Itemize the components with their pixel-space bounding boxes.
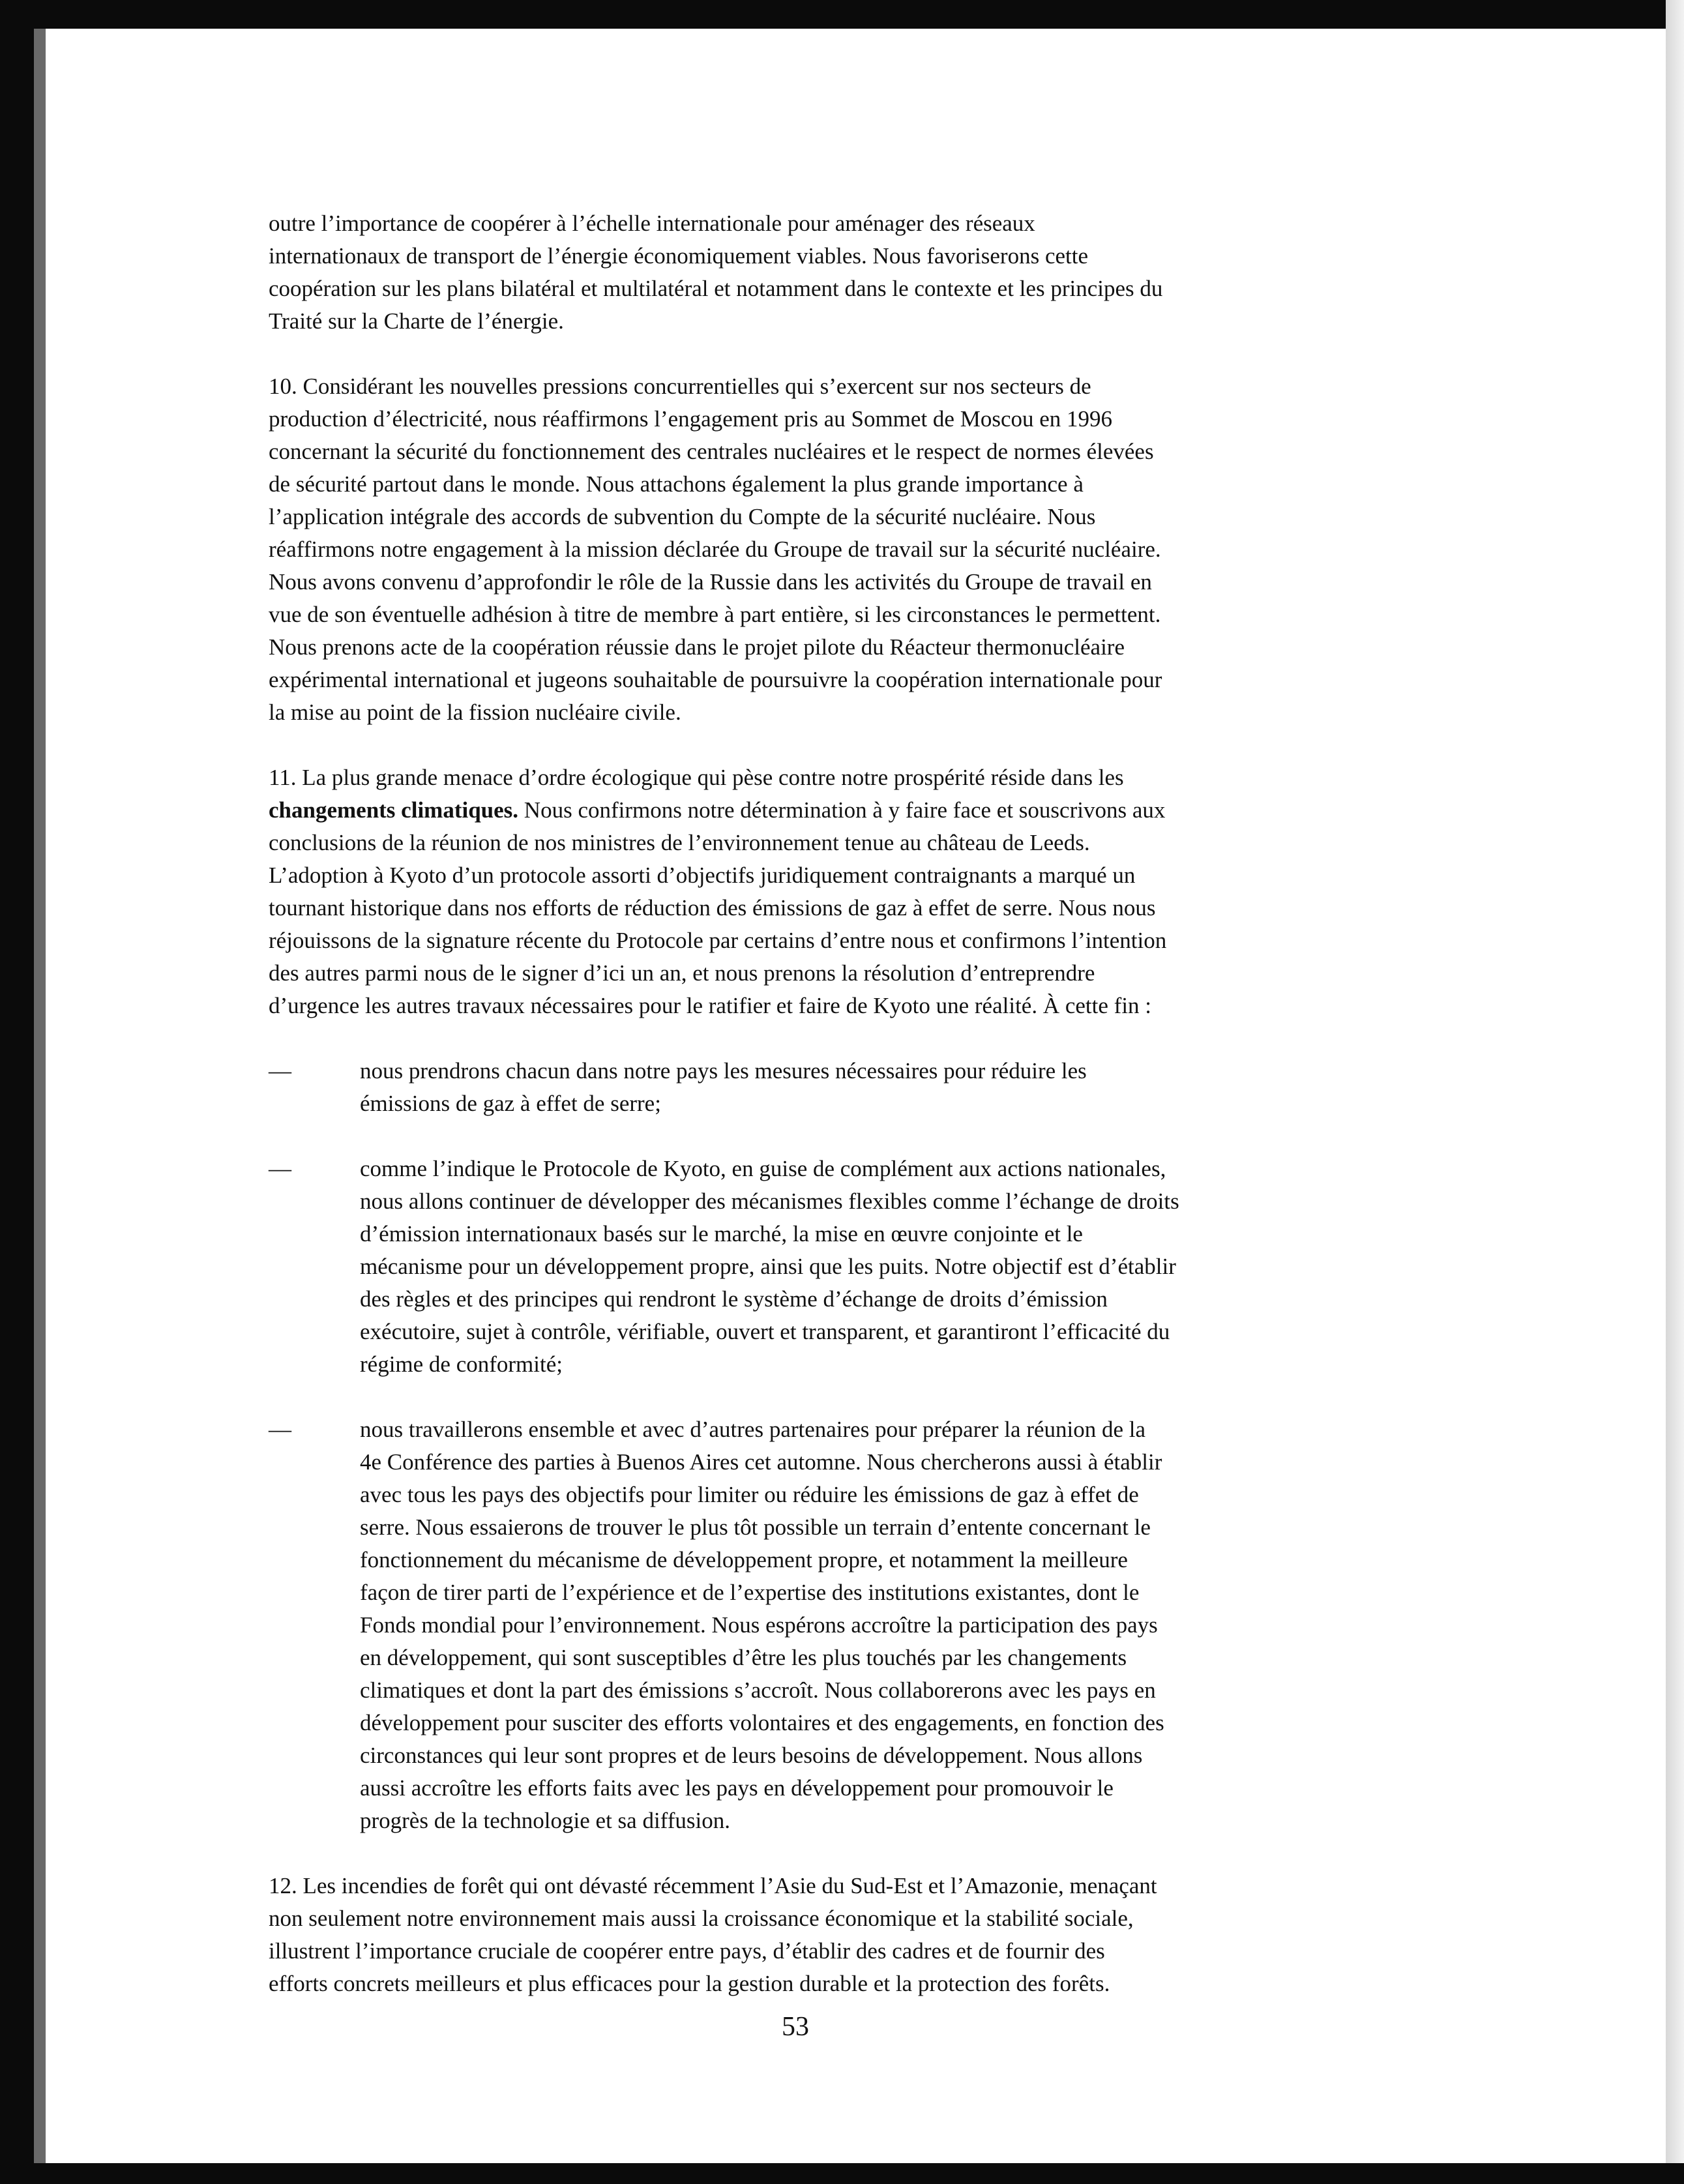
dash-bullet: — xyxy=(269,1156,291,1181)
bold-term: changements climatiques. xyxy=(269,797,519,823)
text-line: 12. Les incendies de forêt qui ont dévasté récemment l’Asie du Sud-Est et l’Amazonie, menaçant xyxy=(269,1873,1157,1898)
scan-border-left xyxy=(0,0,34,2184)
text-line: outre l’importance de coopérer à l’échelle internationale pour aménager des réseaux xyxy=(269,211,1035,236)
text-line: Nous avons convenu d’approfondir le rôle de la Russie dans les activités du Groupe de travail en xyxy=(269,569,1152,595)
paragraph-10 xyxy=(269,370,1338,729)
text-line: efforts concrets meilleurs et plus efficaces pour la gestion durable et la protection des forêts. xyxy=(269,1971,1110,1996)
text-line: 10. Considérant les nouvelles pressions concurrentielles qui s’exercent sur nos secteurs de xyxy=(269,374,1091,399)
scan-border-top xyxy=(0,0,1684,29)
text-line: façon de tirer parti de l’expérience et de l’expertise des institutions existantes, dont le xyxy=(360,1580,1140,1605)
text-line: Nous prenons acte de la coopération réussie dans le projet pilote du Réacteur thermonucléaire xyxy=(269,634,1125,660)
text-line: L’adoption à Kyoto d’un protocole assorti d’objectifs juridiquement contraignants a marqué un xyxy=(269,863,1136,888)
bullet-item-1 xyxy=(269,1055,1338,1120)
dash-bullet: — xyxy=(269,1058,291,1084)
bullet-item-2 xyxy=(269,1153,1338,1381)
text-line: internationaux de transport de l’énergie économiquement viables. Nous favoriserons cette xyxy=(269,243,1088,269)
bullet-item-3 xyxy=(269,1413,1338,1837)
text-line: régime de conformité; xyxy=(360,1351,563,1377)
text-line: coopération sur les plans bilatéral et multilatéral et notamment dans le contexte et les principes du xyxy=(269,276,1163,301)
text-run: Nous confirmons notre détermination à y faire face et souscrivons aux xyxy=(518,797,1166,823)
text-line: fonctionnement du mécanisme de développement propre, et notamment la meilleure xyxy=(360,1547,1128,1572)
text-line: nous prendrons chacun dans notre pays les mesures nécessaires pour réduire les xyxy=(360,1058,1087,1084)
paragraph-continuation xyxy=(269,207,1338,338)
text-line: réaffirmons notre engagement à la mission déclarée du Groupe de travail sur la sécurité nucléaire. xyxy=(269,537,1161,562)
page-number: 53 xyxy=(782,2012,809,2042)
text-line: 11. La plus grande menace d’ordre écologique qui pèse contre notre prospérité réside dans les xyxy=(269,765,1124,790)
text-line: concernant la sécurité du fonctionnement des centrales nucléaires et le respect de normes élevées xyxy=(269,439,1154,464)
text-line: comme l’indique le Protocole de Kyoto, en guise de complément aux actions nationales, xyxy=(360,1156,1166,1181)
text-line: tournant historique dans nos efforts de réduction des émissions de gaz à effet de serre. Nous nous xyxy=(269,895,1156,921)
text-line: vue de son éventuelle adhésion à titre de membre à part entière, si les circonstances le permettent. xyxy=(269,602,1161,627)
text-line: production d’électricité, nous réaffirmons l’engagement pris au Sommet de Moscou en 1996 xyxy=(269,406,1113,432)
page-body xyxy=(269,207,1338,2033)
text-line: avec tous les pays des objectifs pour limiter ou réduire les émissions de gaz à effet de xyxy=(360,1482,1139,1507)
text-line: 4e Conférence des parties à Buenos Aires cet automne. Nous chercherons aussi à établir xyxy=(360,1449,1162,1475)
text-line: d’urgence les autres travaux nécessaires pour le ratifier et faire de Kyoto une réalité. À cette fin : xyxy=(269,993,1152,1018)
text-line: l’application intégrale des accords de subvention du Compte de la sécurité nucléaire. Nous xyxy=(269,504,1096,529)
text-line: expérimental international et jugeons souhaitable de poursuivre la coopération internationale pour xyxy=(269,667,1162,692)
text-line: illustrent l’importance cruciale de coopérer entre pays, d’établir des cadres et de fournir des xyxy=(269,1938,1105,1964)
text-line: nous travaillerons ensemble et avec d’autres partenaires pour préparer la réunion de la xyxy=(360,1417,1146,1442)
text-line: émissions de gaz à effet de serre; xyxy=(360,1091,661,1116)
bullet-text xyxy=(360,1055,1338,1120)
text-line: des autres parmi nous de le signer d’ici un an, et nous prenons la résolution d’entreprendre xyxy=(269,960,1095,986)
bullet-text xyxy=(360,1413,1338,1837)
text-line: aussi accroître les efforts faits avec les pays en développement pour promouvoir le xyxy=(360,1775,1114,1801)
text-line: réjouissons de la signature récente du Protocole par certains d’entre nous et confirmons l’intention xyxy=(269,928,1167,953)
text-line: serre. Nous essaierons de trouver le plus tôt possible un terrain d’entente concernant le xyxy=(360,1514,1151,1540)
dash-bullet: — xyxy=(269,1417,291,1442)
scan-border-left-shadow xyxy=(34,29,46,2167)
text-line xyxy=(269,794,1338,827)
text-line: des règles et des principes qui rendront le système d’échange de droits d’émission xyxy=(360,1286,1108,1312)
paragraph-11 xyxy=(269,761,1338,1022)
text-line: non seulement notre environnement mais aussi la croissance économique et la stabilité sociale, xyxy=(269,1906,1134,1931)
scan-border-bottom xyxy=(0,2163,1684,2184)
text-line: de sécurité partout dans le monde. Nous attachons également la plus grande importance à xyxy=(269,471,1084,497)
text-line: nous allons continuer de développer des mécanismes flexibles comme l’échange de droits xyxy=(360,1188,1179,1214)
text-line: Fonds mondial pour l’environnement. Nous espérons accroître la participation des pays xyxy=(360,1612,1158,1638)
text-line: en développement, qui sont susceptibles d’être les plus touchés par les changements xyxy=(360,1645,1127,1670)
text-line: conclusions de la réunion de nos ministres de l’environnement tenue au château de Leeds. xyxy=(269,830,1090,855)
scan-border-right xyxy=(1666,0,1684,2184)
text-line: exécutoire, sujet à contrôle, vérifiable, ouvert et transparent, et garantiront l’efficacité du xyxy=(360,1319,1170,1344)
text-line: développement pour susciter des efforts volontaires et des engagements, en fonction des xyxy=(360,1710,1164,1735)
text-line: circonstances qui leur sont propres et de leurs besoins de développement. Nous allons xyxy=(360,1743,1143,1768)
text-line: d’émission internationaux basés sur le marché, la mise en œuvre conjointe et le xyxy=(360,1221,1083,1247)
text-line: mécanisme pour un développement propre, ainsi que les puits. Notre objectif est d’établir xyxy=(360,1254,1176,1279)
text-line: la mise au point de la fission nucléaire civile. xyxy=(269,700,681,725)
text-line: climatiques et dont la part des émissions s’accroît. Nous collaborerons avec les pays en xyxy=(360,1677,1156,1703)
text-line: Traité sur la Charte de l’énergie. xyxy=(269,308,564,334)
bullet-text xyxy=(360,1153,1338,1381)
paragraph-12 xyxy=(269,1870,1338,2000)
text-line: progrès de la technologie et sa diffusion. xyxy=(360,1808,730,1833)
